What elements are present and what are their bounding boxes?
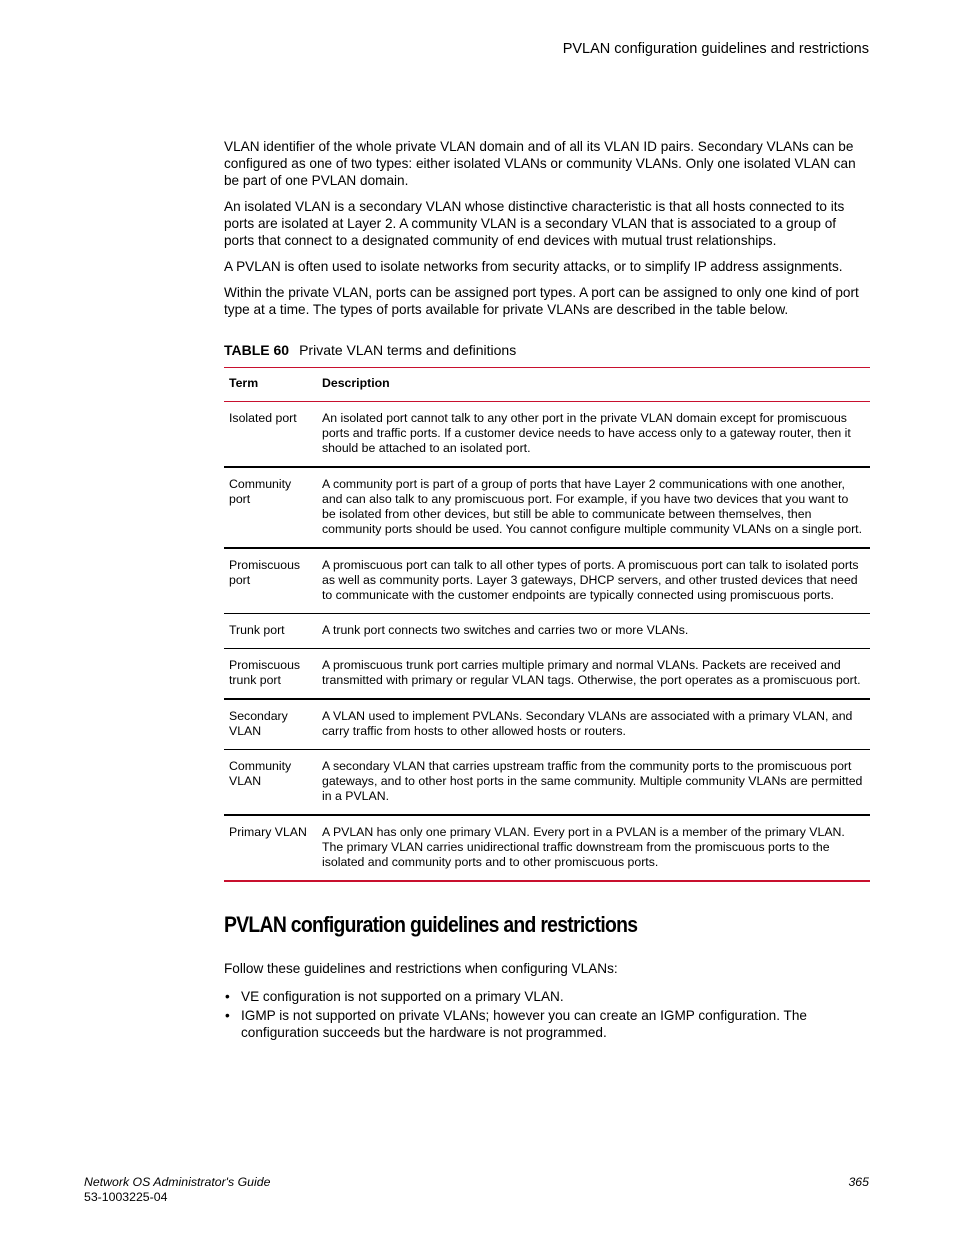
table-caption (224, 340, 870, 360)
table-row (224, 750, 870, 816)
description-cell: An isolated port cannot talk to any other port in the private VLAN domain except for promiscuous ports and traffic ports. If a customer device needs to have access only to a gateway router, then it should be attached to an isolated port. (317, 402, 870, 468)
table-caption-text: Private VLAN terms and definitions (299, 342, 517, 358)
body-paragraph: A PVLAN is often used to isolate networks from security attacks, or to simplify IP address assignments. (224, 259, 843, 274)
footer-doc-number: 53-1003225-04 (84, 1190, 168, 1204)
guidelines-list (224, 988, 870, 1041)
bullet-glyph: • (225, 989, 230, 1004)
table-row (224, 815, 870, 881)
table-row (224, 614, 870, 649)
table-row (224, 699, 870, 750)
list-item (224, 1007, 870, 1041)
description-cell: A PVLAN has only one primary VLAN. Every port in a PVLAN is a member of the primary VLAN. The primary VLAN carries unidirectional traffic downstream from the promiscuous ports to the isolated and community ports and to other promiscuous ports. (322, 825, 845, 869)
list-item-text: IGMP is not supported on private VLANs; however you can create an IGMP configuration. The configuration succeeds but the hardware is not programmed. (241, 1008, 807, 1040)
term-cell: Promiscuous trunk port (224, 649, 317, 700)
page-number: 365 (848, 1175, 869, 1189)
section-title: PVLAN configuration guidelines and restrictions (224, 912, 638, 937)
column-header-term: Term (224, 368, 317, 402)
running-header: PVLAN configuration guidelines and restrictions (562, 41, 869, 57)
term-cell: Secondary VLAN (224, 699, 317, 750)
term-cell: Community VLAN (224, 750, 317, 816)
table-row (224, 467, 870, 548)
description-cell: A secondary VLAN that carries upstream traffic from the community ports to the promiscuous port gateways, and to other host ports in the same community. Multiple community VLANs are permitted in a PVLAN. (317, 750, 870, 816)
footer-guide-title: Network OS Administrator's Guide (84, 1175, 271, 1189)
column-header-description: Description (317, 368, 870, 402)
bullet-glyph: • (225, 1008, 230, 1023)
table-row (224, 649, 870, 700)
table-row (224, 548, 870, 614)
table-row (224, 402, 870, 468)
page-footer (84, 1175, 270, 1205)
term-cell: Promiscuous port (224, 548, 317, 614)
body-paragraph: An isolated VLAN is a secondary VLAN whose distinctive characteristic is that all hosts connected to its ports are isolated at Layer 2. A community VLAN is a secondary VLAN that is associated to a group of ports that connect to a designated community of end devices with mutual trust relationships. (224, 199, 845, 248)
term-cell: Isolated port (224, 402, 317, 468)
table-header-row (224, 368, 870, 402)
body-paragraph: Within the private VLAN, ports can be assigned port types. A port can be assigned to only one kind of port type at a time. The types of ports available for private VLANs are described in the table below. (224, 285, 859, 317)
definitions-table (224, 367, 870, 882)
description-cell: A promiscuous port can talk to all other types of ports. A promiscuous port can talk to isolated ports as well as community ports. Layer 3 gateways, DHCP servers, and other trusted devices that need to communicate with the customer endpoints are typically connected using promiscuous ports. (317, 548, 870, 614)
list-item (224, 988, 870, 1005)
page-content (224, 138, 870, 1043)
term-cell: Community port (224, 467, 317, 548)
list-item-text: VE configuration is not supported on a primary VLAN. (241, 989, 564, 1004)
description-cell: A VLAN used to implement PVLANs. Secondary VLANs are associated with a primary VLAN, and carry traffic from hosts to other allowed hosts or routers. (317, 699, 870, 750)
section-intro: Follow these guidelines and restrictions when configuring VLANs: (224, 961, 618, 976)
term-cell: Primary VLAN (229, 825, 307, 839)
term-cell: Trunk port (224, 614, 317, 649)
table-caption-tag: TABLE 60 (224, 342, 290, 358)
description-cell: A trunk port connects two switches and carries two or more VLANs. (317, 614, 870, 649)
description-cell: A community port is part of a group of ports that have Layer 2 communications with one another, and can also talk to any promiscuous port. For example, if you have two devices that you want to be isolated from other devices, but still be able to communicate between themselves, then community ports should be used. You cannot configure multiple community VLANs on a single port. (317, 467, 870, 548)
body-paragraph: VLAN identifier of the whole private VLAN domain and of all its VLAN ID pairs. Secondary VLANs can be configured as one of two types: either isolated VLANs or community VLANs. Only one isolated VLAN can be part of one PVLAN domain. (224, 139, 856, 188)
description-cell: A promiscuous trunk port carries multiple primary and normal VLANs. Packets are received and transmitted with primary or regular VLAN tags. Otherwise, the port operates as a promiscuous port. (317, 649, 870, 700)
